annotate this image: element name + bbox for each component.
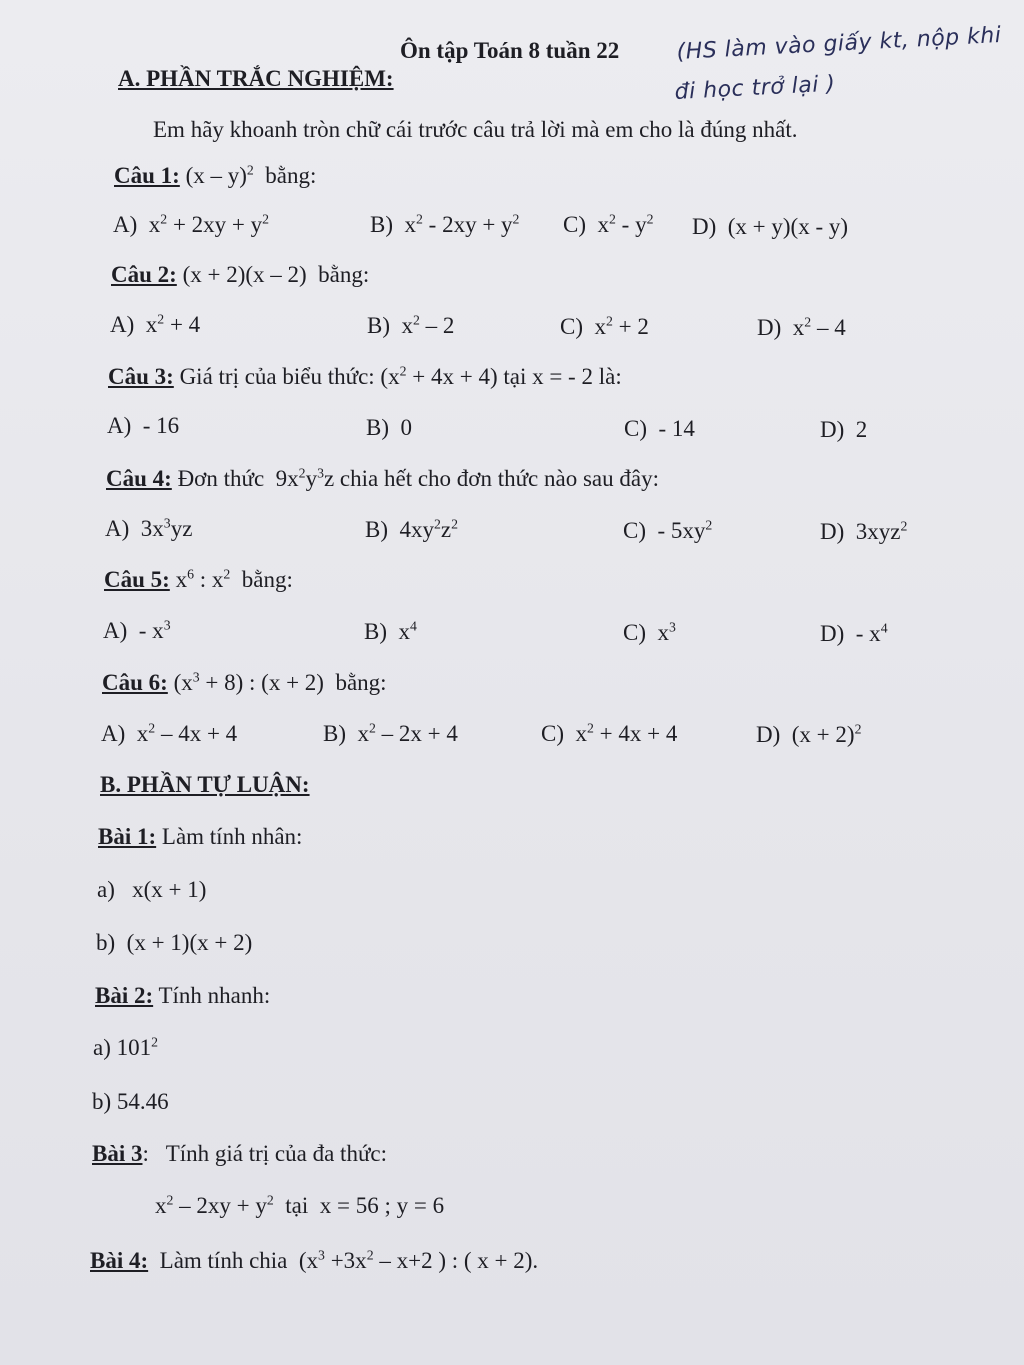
q1-option-d[interactable]: D) (x + y)(x - y) <box>692 214 849 239</box>
question-label: Câu 2: <box>111 262 177 287</box>
q3-option-a[interactable]: A) - 16 <box>107 413 180 438</box>
q5-option-d[interactable]: $D) - x^4$ <box>820 620 888 646</box>
q3-option-c[interactable]: C) - 14 <box>624 416 695 441</box>
exercise-2-b: b) 54.46 <box>92 1089 169 1114</box>
q1-option-a[interactable]: A) $x^2 + 2xy + y^2$ <box>113 211 270 237</box>
exercise-label: Bài 4: <box>90 1248 149 1273</box>
exercise-label: Bài 1: <box>98 824 157 849</box>
exercise-text: Làm tính chia ($x^3 +3x^2 - x+2$ ) : ( x + 2). <box>148 1247 539 1273</box>
q1-option-b[interactable]: B) $x^2 - 2xy + y^2$ <box>370 211 520 237</box>
question-label: Câu 6: <box>102 670 168 695</box>
q5-option-a[interactable]: $A) - x^3$ <box>103 617 171 643</box>
q2-option-b[interactable]: B) $x^2 - 2$ <box>367 312 455 338</box>
q4-option-c[interactable]: $C) - 5xy^2$ <box>623 517 713 543</box>
question-label: Câu 5: <box>104 567 170 592</box>
exercise-3 <box>92 1141 387 1167</box>
question-4 <box>106 466 659 492</box>
question-6 <box>102 670 387 696</box>
q6-option-c[interactable]: C) $x^2 + 4x + 4$ <box>541 720 678 746</box>
handwritten-note-line2: đi học trở lại ) <box>674 71 837 105</box>
question-2 <box>111 262 369 288</box>
question-label: Câu 1: <box>114 163 180 188</box>
exercise-2-a: a) $101^2$ <box>93 1034 159 1060</box>
q6-option-b[interactable]: B) $x^2 - 2x + 4$ <box>323 720 458 746</box>
q6-option-a[interactable]: A) $x^2 - 4x + 4$ <box>101 720 238 746</box>
question-label: Câu 3: <box>108 364 174 389</box>
exercise-label: Bài 2: <box>95 983 154 1008</box>
q2-option-d[interactable]: D) $x^2 - 4$ <box>757 314 846 340</box>
section-a-instruction: Em hãy khoanh tròn chữ cái trước câu trả lời mà em cho là đúng nhất. <box>153 117 798 142</box>
q4-option-b[interactable]: B) $4xy^2z^2$ <box>365 516 459 542</box>
q4-option-a[interactable]: A) $3x^3yz$ <box>105 515 193 541</box>
exercise-4 <box>90 1248 538 1274</box>
q4-option-d[interactable]: D) 3xyz$^2$ <box>820 518 908 544</box>
q2-option-c[interactable]: C) $x^2 + 2$ <box>560 313 649 339</box>
question-text: $x^6$ : $x^2$ bằng: <box>175 566 293 592</box>
question-label: Câu 4: <box>106 466 172 491</box>
question-text: $(x^3 + 8)$ : (x + 2) bằng: <box>173 669 387 695</box>
exercise-2 <box>95 983 270 1009</box>
exercise-text: Tính nhanh: <box>158 983 271 1008</box>
exercise-1 <box>98 824 302 850</box>
question-text: Đơn thức $9x^2y^3z$ chia hết cho đơn thức nào sau đây: <box>177 465 659 491</box>
question-text: Giá trị của biểu thức: $(x^2 + 4x + 4)$ tại x = - 2 là: <box>179 363 622 389</box>
question-3 <box>108 364 622 390</box>
q5-option-c[interactable]: C) $x^3$ <box>623 619 676 645</box>
q2-option-a[interactable]: A) $x^2 + 4$ <box>110 311 201 337</box>
q3-option-b[interactable]: B) 0 <box>366 415 412 440</box>
question-text: (x + 2)(x – 2) bằng: <box>182 262 370 287</box>
question-1 <box>114 163 316 189</box>
exercise-text: : Tính giá trị của đa thức: <box>142 1141 388 1166</box>
exercise-1-b: b) (x + 1)(x + 2) <box>96 930 253 955</box>
exercise-label: Bài 3 <box>92 1141 143 1166</box>
q5-option-b[interactable]: B) $x^4$ <box>364 618 417 644</box>
handwritten-note-line1: (HS làm vào giấy kt, nộp khi <box>676 22 1003 65</box>
exercise-1-a: a) x(x + 1) <box>97 877 207 902</box>
worksheet-title: Ôn tập Toán 8 tuần 22 <box>400 38 620 63</box>
q6-option-d[interactable]: D) $(x + 2)^2$ <box>756 721 862 747</box>
question-text: (x – y)$^2$ bằng: <box>185 162 317 188</box>
q1-option-c[interactable]: C) $x^2 - y^2$ <box>563 211 654 237</box>
section-a-heading: A. PHẦN TRẮC NGHIỆM: <box>118 66 394 91</box>
section-b-heading: B. PHẦN TỰ LUẬN: <box>100 772 310 797</box>
exercise-3-expression: $x^2 - 2xy + y^2$ tại x = 56 ; y = 6 <box>155 1192 445 1218</box>
q3-option-d[interactable]: D) 2 <box>820 417 868 442</box>
exercise-text: Làm tính nhân: <box>161 824 303 849</box>
question-5 <box>104 567 293 593</box>
